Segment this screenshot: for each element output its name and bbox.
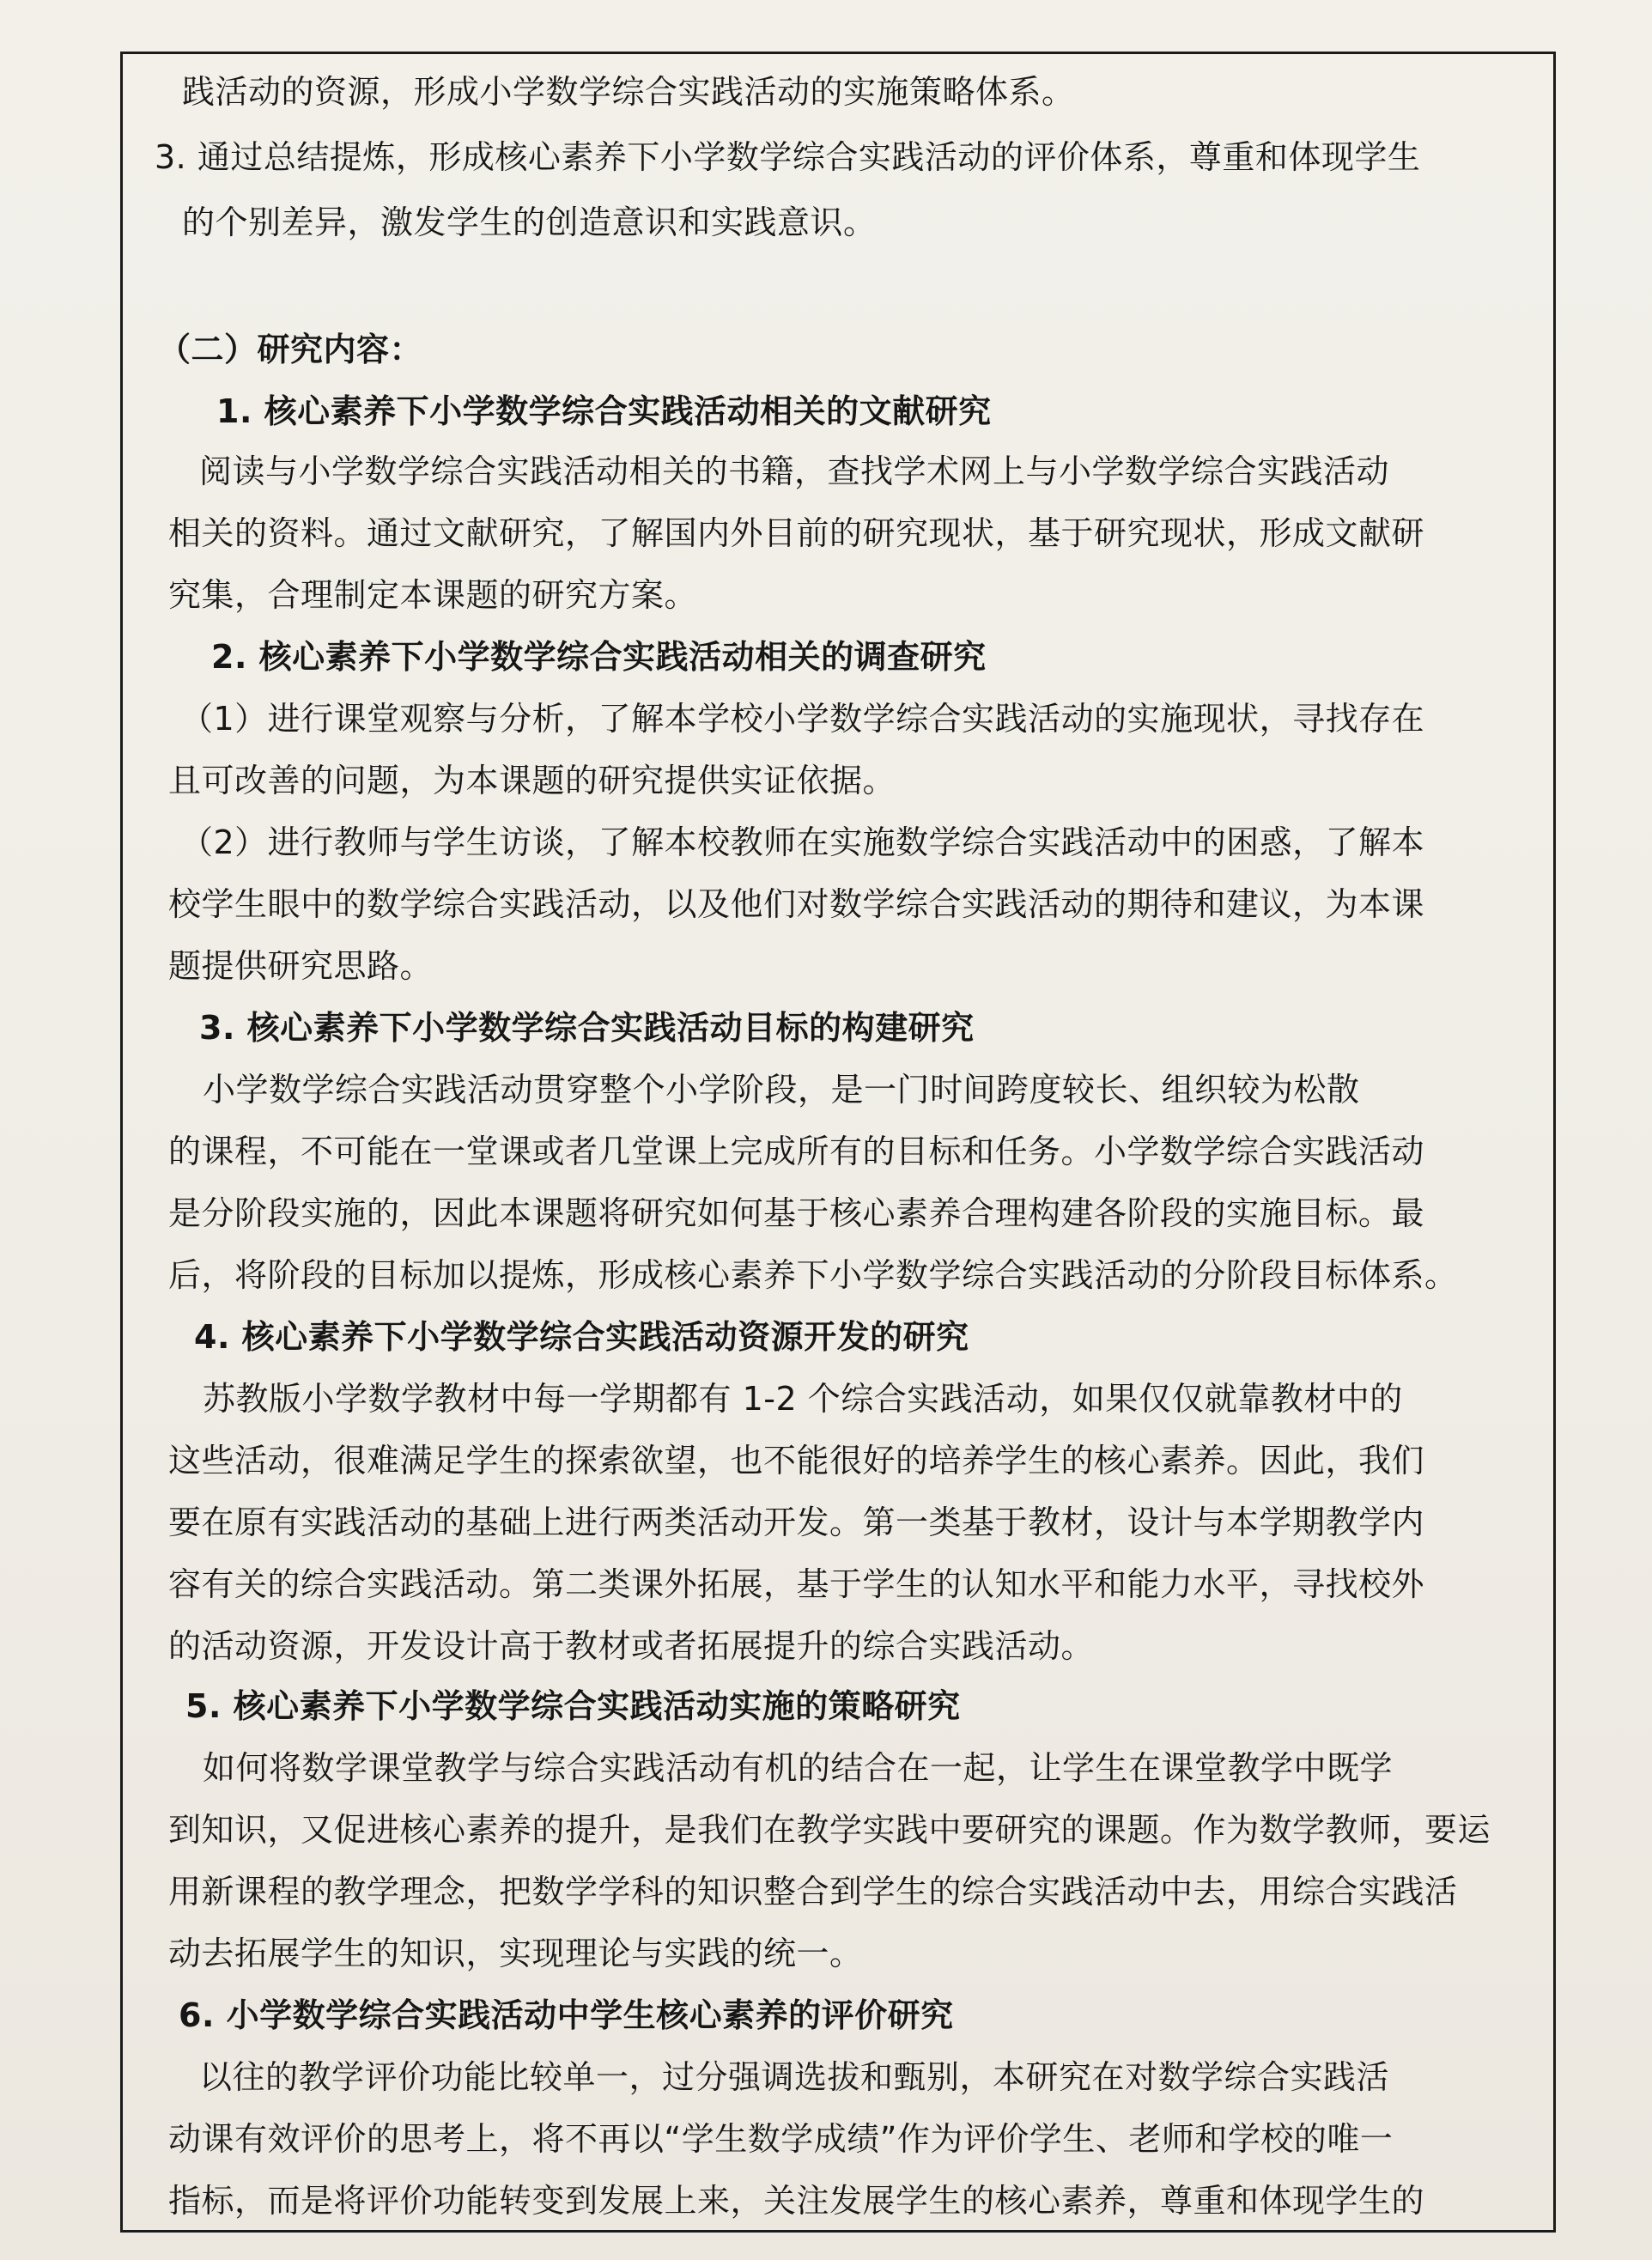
subsection-heading: 1. 核心素养下小学数学综合实践活动相关的文献研究 <box>216 392 992 430</box>
text-line: 小学数学综合实践活动贯穿整个小学阶段，是一门时间跨度较长、组织较为松散 <box>203 1071 1360 1109</box>
text-line: 到知识，又促进核心素养的提升，是我们在教学实践中要研究的课题。作为数学教师，要运 <box>168 1811 1491 1849</box>
subsection-heading: 2. 核心素养下小学数学综合实践活动相关的调查研究 <box>211 638 987 676</box>
text-line: 题提供研究思路。 <box>168 947 434 985</box>
text-line: 用新课程的教学理念，把数学学科的知识整合到学生的综合实践活动中去，用综合实践活 <box>168 1873 1458 1911</box>
text-line: 动去拓展学生的知识，实现理论与实践的统一。 <box>168 1935 863 1972</box>
text-line: 指标，而是将评价功能转变到发展上来，关注发展学生的核心素养，尊重和体现学生的 <box>168 2182 1425 2220</box>
text-line: 践活动的资源，形成小学数学综合实践活动的实施策略体系。 <box>182 73 1075 111</box>
text-line: 动课有效评价的思考上，将不再以“学生数学成绩”作为评价学生、老师和学校的唯一 <box>168 2120 1394 2158</box>
text-line: 的活动资源，开发设计高于教材或者拓展提升的综合实践活动。 <box>168 1627 1095 1665</box>
text-line: 阅读与小学数学综合实践活动相关的书籍，查找学术网上与小学数学综合实践活动 <box>199 453 1390 490</box>
text-line: 是分阶段实施的，因此本课题将研究如何基于核心素养合理构建各阶段的实施目标。最 <box>168 1194 1425 1232</box>
text-line: （1）进行课堂观察与分析，了解本学校小学数学综合实践活动的实施现状，寻找存在 <box>180 700 1425 738</box>
text-line: 这些活动，很难满足学生的探索欲望，也不能很好的培养学生的核心素养。因此，我们 <box>168 1442 1425 1479</box>
text-line: 苏教版小学数学教材中每一学期都有 1-2 个综合实践活动，如果仅仅就靠教材中的 <box>203 1380 1403 1418</box>
subsection-heading: 3. 核心素养下小学数学综合实践活动目标的构建研究 <box>199 1009 975 1047</box>
subsection-heading: 6. 小学数学综合实践活动中学生核心素养的评价研究 <box>179 1996 954 2034</box>
text-line: 3. 通过总结提炼，形成核心素养下小学数学综合实践活动的评价体系，尊重和体现学生 <box>155 138 1421 176</box>
text-line: 究集，合理制定本课题的研究方案。 <box>168 576 698 614</box>
text-line: 如何将数学课堂教学与综合实践活动有机的结合在一起，让学生在课堂教学中既学 <box>203 1749 1394 1787</box>
text-line: 以往的教学评价功能比较单一，过分强调选拔和甄别，本研究在对数学综合实践活 <box>199 2058 1390 2096</box>
text-line: 校学生眼中的数学综合实践活动，以及他们对数学综合实践活动的期待和建议，为本课 <box>168 885 1425 923</box>
text-line: 的课程，不可能在一堂课或者几堂课上完成所有的目标和任务。小学数学综合实践活动 <box>168 1133 1425 1170</box>
text-line: 的个别差异，激发学生的创造意识和实践意识。 <box>182 204 877 241</box>
text-line: 容有关的综合实践活动。第二类课外拓展，基于学生的认知水平和能力水平，寻找校外 <box>168 1565 1425 1603</box>
text-line: 要在原有实践活动的基础上进行两类活动开发。第一类基于教材，设计与本学期教学内 <box>168 1504 1425 1541</box>
subsection-heading: 4. 核心素养下小学数学综合实践活动资源开发的研究 <box>194 1318 969 1356</box>
section-heading: （二）研究内容： <box>158 331 423 368</box>
subsection-heading: 5. 核心素养下小学数学综合实践活动实施的策略研究 <box>185 1687 961 1725</box>
text-line: 后，将阶段的目标加以提炼，形成核心素养下小学数学综合实践活动的分阶段目标体系。 <box>168 1256 1458 1294</box>
text-line: （2）进行教师与学生访谈，了解本校教师在实施数学综合实践活动中的困惑，了解本 <box>180 823 1425 861</box>
text-line: 相关的资料。通过文献研究，了解国内外目前的研究现状，基于研究现状，形成文献研 <box>168 514 1425 552</box>
text-line: 且可改善的问题，为本课题的研究提供实证依据。 <box>168 762 896 799</box>
